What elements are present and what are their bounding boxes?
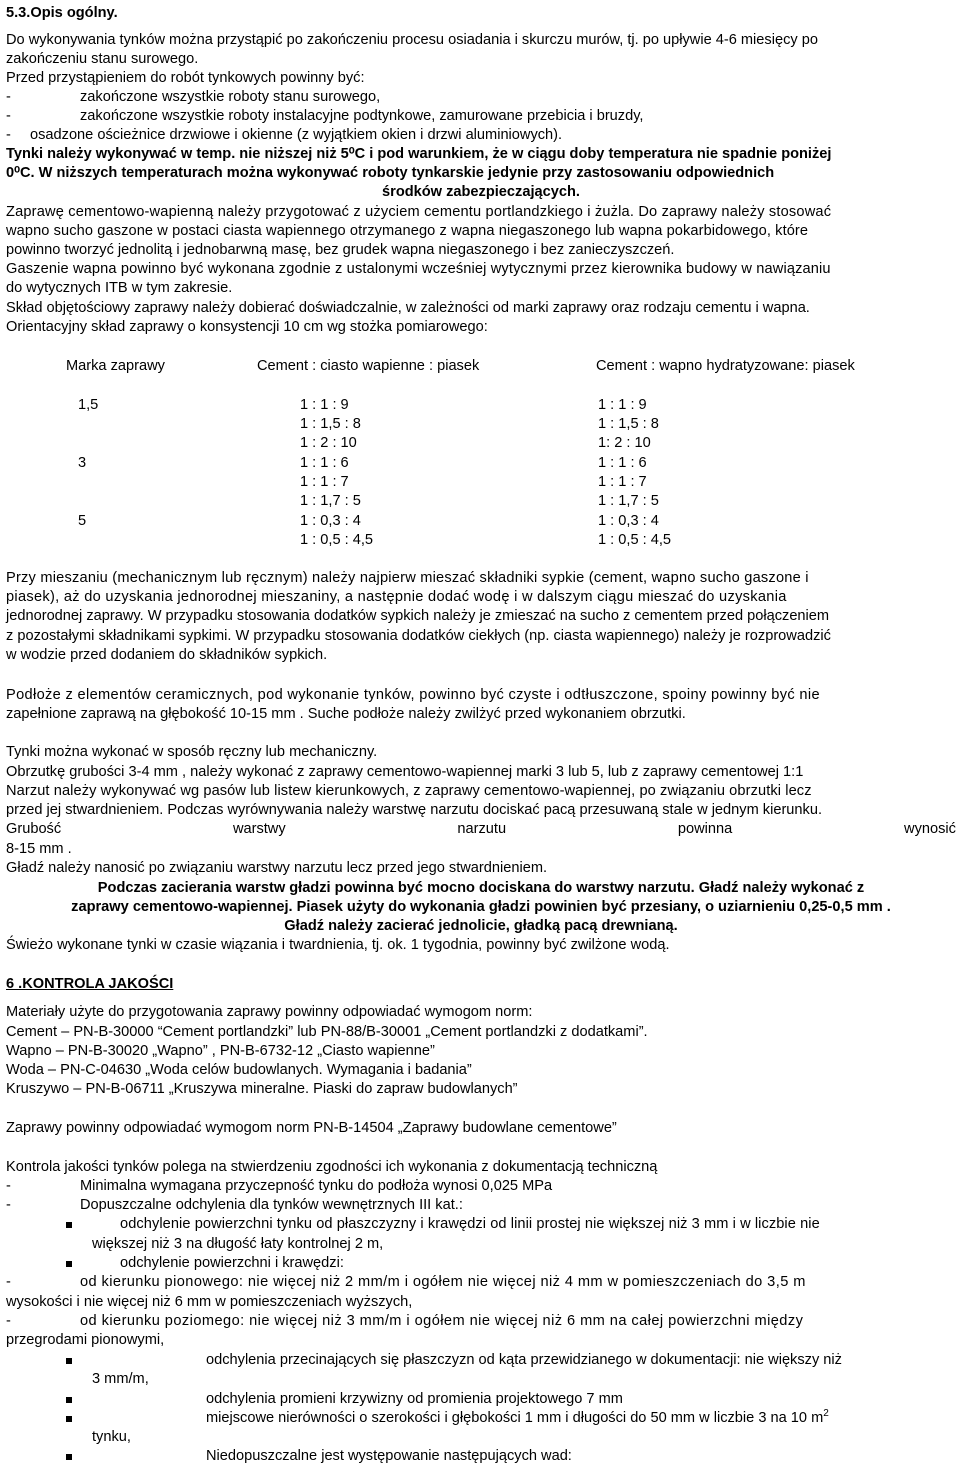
paragraph-line: z pozostałymi składnikami sypkimi. W przypadku stosowania dodatków ciekłych (np. ciasta wapiennego) należy je rozprowadzić	[6, 628, 831, 644]
paragraph-line: piasek), aż do uzyskania jednorodnej mieszaniny, a następnie dodać wodę i w dalszym ciągu mieszać do uzyskania	[6, 589, 787, 605]
bullet-continuation: tynku,	[92, 1429, 131, 1445]
bullet-text: odchylenie powierzchni i krawędzi:	[120, 1255, 344, 1271]
paragraph-line: jednorodnej zaprawy. W przypadku stosowania dodatków sypkich należy je zmieszać na sucho z cementem przed połączeniem	[6, 608, 830, 624]
paragraph-line: w wodzie przed dodaniem do składników sypkich.	[6, 647, 328, 663]
dash-bullet: -	[6, 89, 11, 105]
table-header: Cement : wapno hydratyzowane: piasek	[596, 358, 855, 374]
word: powinna	[677, 821, 733, 837]
paragraph-line: Orientacyjny skład zaprawy o konsystencji 10 cm wg stożka pomiarowego:	[6, 319, 488, 335]
list-item	[6, 1196, 956, 1215]
list-item	[6, 107, 956, 126]
bullet-item	[6, 1409, 956, 1428]
superscript: 2	[823, 1408, 829, 1420]
paragraph-line: Przed przystąpieniem do robót tynkowych powinny być:	[6, 70, 365, 86]
table-cell: 1: 2 : 10	[598, 435, 651, 451]
paragraph-line: przed jej stwardnieniem. Podczas wyrównywania należy warstwę narzutu dociskać pacą przesuwaną stale w jednym kierunku.	[6, 802, 823, 818]
bold-paragraph-line: środków zabezpieczających.	[382, 184, 580, 200]
table-cell: 1 : 0,3 : 4	[598, 513, 659, 529]
table-cell: 1 : 1 : 9	[300, 397, 349, 413]
bullet-text: Niedopuszczalne jest występowanie następujących wad:	[206, 1448, 572, 1464]
paragraph-line: Narzut należy wykonywać wg pasów lub listew kierunkowych, z zaprawy cementowo-wapiennej, po związaniu obrzutki lecz	[6, 783, 812, 799]
table-cell: 1 : 1 : 7	[598, 474, 647, 490]
dash-bullet: -	[6, 1197, 11, 1213]
paragraph-line: zakończeniu stanu surowego.	[6, 51, 199, 67]
paragraph-line: Materiały użyte do przygotowania zaprawy powinny odpowiadać wymogom norm:	[6, 1004, 533, 1020]
paragraph-line: Do wykonywania tynków można przystąpić po zakończeniu procesu osiadania i skurczu murów, tj. po upływie 4-6 miesięcy po	[6, 32, 818, 48]
dash-bullet: -	[6, 1178, 11, 1194]
bullet-item	[6, 1351, 956, 1370]
paragraph-line: Gładź należy nanosić po związaniu warstwy narzutu lecz przed jego stwardnieniem.	[6, 860, 548, 876]
table-cell: 1 : 1,7 : 5	[598, 493, 659, 509]
paragraph-line: Kontrola jakości tynków polega na stwierdzeniu zgodności ich wykonania z dokumentacją techniczną	[6, 1159, 658, 1175]
paragraph-line: Gaszenie wapna powinno być wykonana zgodnie z ustalonymi wcześniej wytycznymi przez kierownika budowy w nawiązaniu	[6, 261, 831, 277]
norm-line: Cement – PN-B-30000 “Cement portlandzki” lub PN-88/B-30001 „Cement portlandzki z dodatkami”.	[6, 1024, 648, 1040]
table-cell: 1 : 1 : 9	[598, 397, 647, 413]
bullet-continuation: większej niż 3 na długość łaty kontrolnej 2 m,	[92, 1236, 384, 1252]
bold-paragraph-line: zaprawy cementowo-wapiennej. Piasek użyty do wykonania gładzi powinien być przesiany, o uziarnieniu 0,25-0,5 mm .	[71, 899, 891, 915]
justified-line	[6, 820, 956, 839]
dash-bullet: -	[6, 127, 11, 143]
bullet-continuation: 3 mm/m,	[92, 1371, 149, 1387]
square-bullet-icon	[66, 1222, 72, 1228]
dash-bullet: -	[6, 1313, 11, 1329]
dash-bullet: -	[6, 108, 11, 124]
table-cell: 1 : 0,3 : 4	[300, 513, 361, 529]
paragraph-line: Skład objętościowy zaprawy należy dobierać doświadczalnie, w zależności od marki zaprawy oraz rodzaju cementu i wapna.	[6, 300, 810, 316]
word: Grubość	[6, 821, 62, 837]
bold-paragraph-line: 0⁰C. W niższych temperaturach można wykonywać roboty tynkarskie jedynie przy zastosowaniu odpowiednich	[6, 165, 775, 181]
list-item	[6, 126, 956, 145]
list-item-text: Dopuszczalne odchylenia dla tynków wewnętrznych III kat.:	[80, 1197, 463, 1213]
dash-bullet: -	[6, 1274, 11, 1290]
list-item-text: Minimalna wymagana przyczepność tynku do podłoża wynosi 0,025 MPa	[80, 1178, 553, 1194]
norm-line: Kruszywo – PN-B-06711 „Kruszywa mineralne. Piaski do zapraw budowlanych”	[6, 1081, 518, 1097]
list-item-text: od kierunku pionowego: nie więcej niż 2 mm/m i ogółem nie więcej niż 4 mm w pomieszczeniach do 3,5 m	[80, 1274, 806, 1290]
list-item	[6, 1273, 956, 1292]
bold-paragraph-line: Tynki należy wykonywać w temp. nie niższej niż 5⁰C i pod warunkiem, że w ciągu doby temperatura nie spadnie poniżej	[6, 146, 832, 162]
bullet-item	[6, 1447, 956, 1466]
section-heading: 5.3.Opis ogólny.	[6, 5, 118, 21]
table-cell: 1 : 1 : 6	[300, 455, 349, 471]
list-item-continuation: przegrodami pionowymi,	[6, 1332, 165, 1348]
bullet-item	[6, 1215, 956, 1234]
bold-paragraph-line: Podczas zacierania warstw gładzi powinna być mocno dociskana do warstwy narzutu. Gładź należy wykonać z	[97, 880, 865, 896]
list-item-text: od kierunku poziomego: nie więcej niż 3 mm/m i ogółem nie więcej niż 6 mm na całej powierzchni między	[80, 1313, 804, 1329]
table-header: Marka zaprawy	[66, 358, 165, 374]
square-bullet-icon	[66, 1358, 72, 1364]
bullet-text: odchylenia promieni krzywizny od promienia projektowego 7 mm	[206, 1391, 623, 1407]
bullet-text: odchylenia przecinających się płaszczyzn od kąta przewidzianego w dokumentacji: nie większy niż	[206, 1352, 842, 1368]
paragraph-line: Zaprawę cementowo-wapienną należy przygotować z użyciem cementu portlandzkiego i żużla. Do zaprawy należy stosować	[6, 204, 832, 220]
table-cell: 1 : 1 : 7	[300, 474, 349, 490]
square-bullet-icon	[66, 1454, 72, 1460]
list-item-text: zakończone wszystkie roboty instalacyjne podtynkowe, zamurowane przebicia i bruzdy,	[80, 108, 644, 124]
table-cell: 1,5	[78, 397, 99, 413]
paragraph-line: Przy mieszaniu (mechanicznym lub ręcznym) należy najpierw mieszać składniki sypkie (cement, wapno sucho gaszone i	[6, 570, 809, 586]
word: warstwy	[232, 821, 286, 837]
table-cell: 1 : 1,5 : 8	[598, 416, 659, 432]
norm-line: Wapno – PN-B-30020 „Wapno” , PN-B-6732-12 „Ciasto wapienne”	[6, 1043, 435, 1059]
paragraph-line: Tynki można wykonać w sposób ręczny lub mechaniczny.	[6, 744, 378, 760]
list-item-continuation: wysokości i nie więcej niż 6 mm w pomieszczeniach wyższych,	[6, 1294, 413, 1310]
bullet-item	[6, 1254, 956, 1273]
table-cell: 5	[78, 513, 87, 529]
table-cell: 1 : 1 : 6	[598, 455, 647, 471]
paragraph-line: Zaprawy powinny odpowiadać wymogom norm PN-B-14504 „Zaprawy budowlane cementowe”	[6, 1120, 617, 1136]
section-heading: 6 .KONTROLA JAKOŚCI	[6, 976, 174, 992]
table-cell: 1 : 0,5 : 4,5	[598, 532, 672, 548]
list-item-text: zakończone wszystkie roboty stanu surowego,	[80, 89, 381, 105]
paragraph-line: Podłoże z elementów ceramicznych, pod wykonanie tynków, powinno być czyste i odtłuszczone, spoiny powinny być nie	[6, 687, 820, 703]
paragraph-line: Obrzutkę grubości 3-4 mm , należy wykonać z zaprawy cementowo-wapiennej marki 3 lub 5, lub z zaprawy cementowej 1:1	[6, 764, 804, 780]
list-item-text: osadzone ościeżnice drzwiowe i okienne (z wyjątkiem okien i drzwi aluminiowych).	[30, 127, 563, 143]
list-item	[6, 1177, 956, 1196]
list-item	[6, 88, 956, 107]
bullet-text: odchylenie powierzchni tynku od płaszczyzny i krawędzi od linii prostej nie większej niż 3 mm i w liczbie nie	[120, 1216, 820, 1232]
bullet-text: miejscowe nierówności o szerokości i głębokości 1 mm i długości do 50 mm w liczbie 3 na 10 m	[206, 1410, 824, 1426]
norm-line: Woda – PN-C-04630 „Woda celów budowlanych. Wymagania i badania”	[6, 1062, 472, 1078]
table-cell: 1 : 1,5 : 8	[300, 416, 361, 432]
paragraph-line: do wytycznych ITB w tym zakresie.	[6, 280, 233, 296]
word: narzutu	[457, 821, 507, 837]
paragraph-line: wapno sucho gaszone w postaci ciasta wapiennego otrzymanego z wapna niegaszonego lub wapna pokarbidowego, które	[6, 223, 809, 239]
square-bullet-icon	[66, 1261, 72, 1267]
square-bullet-icon	[66, 1416, 72, 1422]
table-cell: 1 : 0,5 : 4,5	[300, 532, 374, 548]
paragraph-line: Świeżo wykonane tynki w czasie wiązania i twardnienia, tj. ok. 1 tygodnia, powinny być zwilżone wodą.	[6, 937, 670, 953]
table-header: Cement : ciasto wapienne : piasek	[257, 358, 480, 374]
table-cell: 3	[78, 455, 87, 471]
list-item	[6, 1312, 956, 1331]
paragraph-line: zapełnione zaprawą na głębokość 10-15 mm . Suche podłoże należy zwilżyć przed wykonaniem obrzutki.	[6, 706, 686, 722]
word: wynosić	[904, 821, 956, 837]
paragraph-line: powinno tworzyć jednolitą i jednobarwną masę, bez grudek wapna niegaszonego i bez zanieczyszczeń.	[6, 242, 675, 258]
table-cell: 1 : 2 : 10	[300, 435, 357, 451]
bullet-item	[6, 1390, 956, 1409]
paragraph-line: 8-15 mm .	[6, 841, 72, 857]
square-bullet-icon	[66, 1397, 72, 1403]
table-cell: 1 : 1,7 : 5	[300, 493, 361, 509]
bold-paragraph-line: Gładź należy zacierać jednolicie, gładką pacą drewnianą.	[284, 918, 678, 934]
